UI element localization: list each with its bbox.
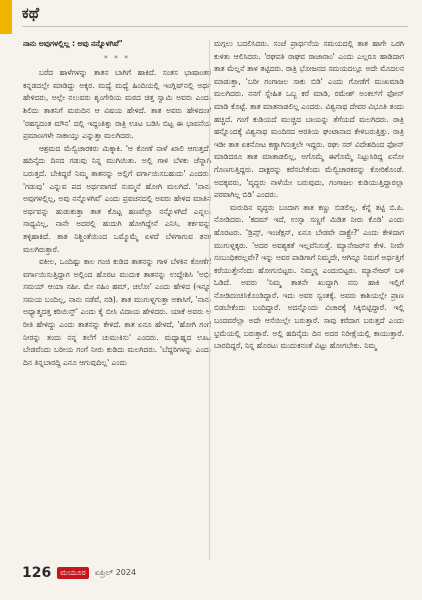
story-title-line: ನಾನು ಅವುಗಳಲ್ಲಿಲ್ಲ : ಅವು ನನ್ನೊಳಗಿವೆ": [23, 39, 123, 48]
page-header: [0, 0, 422, 34]
right-column: [214, 38, 404, 560]
left-column: [23, 38, 211, 560]
paragraph: ಬರೆದ ಹಾಳೆಗಳನ್ನು ತಾತನ ಬಾಗಿಗೆ ಹಾಕಿದೆ. ಸಂತಸ ಭಾಷಾಂತರ ಕನ್ನಡದಲ್ಲೇ ಮಾಡಿದ್ದು ಅಕ್ಕರ. ಮಧ್ಯೆ ಮಧ್ಯೆ ಹಿಂದಿಯಲ್ಲಿ ಇಂಗ್ಲಿಷ್‌ನಲ್ಲಿ ಅರ್ಥ ಹೇಳಿದರು, ಅಲ್ಲೇ ನಲುವರು ಶೃಂಗೇರಿಯ ಮಠದ ಚಿತ್ತ ಸ್ವಾಮಿ ಅವರು ಎಂದು ಶಿಲಿದು ತಾತನಿಗೆ ಮರುದಿನ ಆ ವಿಷಯ ಹೇಳಿದೆ. ತಾತ ಅವರು ಹೇಳಿದಂತೆ 'ರಹಸ್ಯದಂತ ಮೌನ' ದಲ್ಲಿ ಇದ್ದಂತಿತ್ತು ರಾತ್ರಿ ಊಟ ಬಡಿಸಿ ಬಿಟ್ಟ ಈ ಭಾವನೆಯ ಪ್ರಮಾಣಗಳೇ ಸಾಕಾಯ್ತು ಎನ್ನುತ್ತಾ ಮಲಗಿದರು.: [23, 68, 211, 141]
paragraph: ವಕೀಲ, ಒಂದಿಷ್ಟು ಕಾಲ ಗಂಜಿ ಕುಡಿದ ತಾತನನ್ನು ಗಾಳಿ ಬೆಳಕಿನ ಕೋಣೆಗೆ ವರ್ಗಾಯಿಸುತ್ತಿದ್ದಾಗ ಅಲ್ಲಿಂದ ಹೊರಟ ಮುದುಕ ತಾತನನ್ನು ಉದ್ದೇಶಿಸಿ 'ಅಭೀ ಸಮಯ್ ಆಯಾ ನಹೀ. ಮೇ ನಹಿಂ ಹಮ್, ಚಲೋ' ಎಂದು ಹೇಳಿದ (ಇನ್ನೂ ಸಮಯ ಬಂದಿಲ್ಲ, ನಾನು ನಡೆವೆ, ನಡಿ). ತಾತ ಮುಗುಳ್ನಗುತ್ತಾ ಅಕಾಸಿಗೆ, 'ನಾನು ಅಧ್ಯಾತ್ಮದತ್ತ ಕರಿಯಿಸ್ತ್' ಎಂದು ಕೈ ಬೀಸಿ ವಿದಾಯ ಹೇಳಿದರು. ಯಾಕೆ ಅವರು ಆ ರೀತಿ ಹೇಳಿದ್ದು ಎಂದು ತಾತನನ್ನು ಕೇಳಿದೆ. ತಾತ ಏನೂ ಹೇಳದೆ, 'ಹೋಗಿ ಗಂಗೆ ನೀರನ್ನು ತಂದು ನನ್ನ ತಲೆಗೆ ಚುಮುಕಿಸು' ಎಂದರು. ಮಧ್ಯಾಹ್ನದ ಊಟ ಬೇಡವೆಂದು ಬರೀಯ ಗಂಗೆ ನೀರು ಕುಡಿದು ಮಲಗಿದರು. 'ಬೆದ್ದರಿಗಳನ್ನು ಎಂದು ದಿನ ತಿನ್ನಬಾರದ್ದಿ ಎನೂ ಆಗುವುದಿಲ್ಲ' ಎಂದು: [23, 257, 211, 367]
paragraph: ಮಗ್ಗಲು ಬದಲಿಸಿದರು. ಸಂಜೆ ಪ್ರಾರ್ಥನೆಯ ಸಮಯದಲ್ಲಿ ತಾತ ಹಾಗೇ ಒರಗಿ ಕುಳಿತು ಆಲಿಸಿದರು. 'ರಘಪತಿ ರಾಘವ ರಾಜಾರಾಂ' ಎಂದು ಎಲ್ಲರೂ ಹಾಡಿದಾಗ ತಾತ ಮೆಲ್ಲನೆ ತಾಳ ತಟ್ಟಿದರು. ರಾತ್ರಿ ಭೋಜನದ ಸಮಯದಲ್ಲೂ ಅದೇ ಮೊದಲನ ಮಾಡುತ್ತಾ, 'ಬರೀ ಗಂಗಾಜಲ ಸಾಕು ಬಿಡಿ' ಎಂದು ಗೋಡೆಗೆ ಮುಖಮಾಡಿ ಮಲಗಿದರು. ನನಗೆ ಸ್ನೇಹಿತ ಒಬ್ಬ ಕರೆ ಮಾಡಿ, ರಮೇಶ್ ಅಂಕಲ್‌ಗೆ ಫೋನ್ ಮಾಡಿ ಕೊಟ್ಟೆ. ತಾತ ಮಾತನಾಡಲಿಲ್ಲ ಎಂದರು. ವಿಶ್ವನಾಥ ದೇವರ ವಿಭೂತಿ ತಂದು ಹಚ್ಚಿದೆ. ಗಂಗೆ ಕುಡಿಯದೆ ಮುಚ್ಚಿದ ಬಾಯನ್ನು ತೆಗೆಯದೆ ಮಲಗಿದರು. ರಾತ್ರಿ ಹನ್ನೊಂದಕ್ಕೆ ವಿಶ್ವನಾಥ ಮಂದಿರದ ಆರತಿಯ ಘಂಟಾನಾದ ಕೇಳಿಬರುತ್ತಿತ್ತು. ರಾತ್ರಿ ಇಡೀ ತಾತ ಏಕನೋಟ ಕಣ್ಣಾಗಿಸುತ್ತಲೇ ಇದ್ದರು. ರಘು ಸರ್ ವಿದೇಶದಿಂದ ಫೋನ್ ಮಾಡಿದರೂ ತಾತ ಮಾತಾಡಲಿಲ್ಲ, ಅಗೊಮ್ಮೆ ಈಗೊಮ್ಮೆ ನಿಟ್ಟುಸಿರಿದ್ದ ಏನೋ ಗೊಣಗುತ್ತಿದ್ದರು. ದಾಕ್ಟರನ್ನು ಕರೆಸಬೇಕೆಂದು ಮೆಲ್ವಿಚಾರಕರನ್ನು ಕೋರಿಕೊಂಡೆ. ಅದಕ್ಕವರು, 'ವೃದ್ಧರು ನಾಳೆಯೇ ಬರುವುದು, ಗಂಗಾಜಲ ಕುಡಿಯುತ್ತಿದ್ದಾರಲ್ಲಾ ಪರವಾಗಿಲ್ಲ ಬಿಡಿ' ಎಂದರು.: [214, 39, 404, 200]
page-footer: [22, 564, 382, 582]
paragraph: ಆಶ್ರಮದ ಮೆಲ್ವಿಚಾರಕರು ಮಿಕ್ಕಾಕಿ. 'ಆ ಕೋಣೆ ನಾಳೆ ಖಾಲಿ ಆಗುತ್ತದೆ. ಹದಿನೈದು ದಿನದ ಗಡುವು ನಿನ್ನ ಮುಗಿಯಿತು. ಅಲ್ಲಿ ಗಾಳಿ ಬೆಳಕು ಚೆನ್ನಾಗಿ ಬರುತ್ತದೆ. ಬೇಕಿದ್ದರೆ ನಿಮ್ಮ ತಾತನನ್ನು ಅಲ್ಲಿಗೆ ವರ್ಗಾಯಿಸಬಹುದು' ಎಂದರು. 'ಗಡುವು' ಎನ್ನುವ ಪದ ಅರ್ಥವಾಗದೆ ಸುಮ್ಮನೆ ಹೋಗಿ ಮಲಗಿದೆ. 'ನಾನು ಅವುಗಳಲ್ಲಿಲ್ಲ, ಅವು ನನ್ನೊಳಗಿವೆ' ಎಂದು ಪ್ರವಚನದಲ್ಲಿ ಅವರು ಹೇಳಿದ ಮಾತಿನ ಅರ್ಥವನ್ನು ಹುಡುಕುತ್ತಾ ತಾತ ಕೊಟ್ಟ ಹಣವೆಲ್ಲಾ ನನ್ನೊಳಗಿದೆ ಎನ್ನಲು ಸಾಧ್ಯವಿಲ್ಲ, ನಾನೇ ಅದರಲ್ಲಿ ಹುದುಗಿ ಹೋಗಿದ್ದೇನೆ ಎನಿಸಿ, ತರ್ಕವನ್ನು ತಳ್ಳಿಹಾಕಿದೆ. ತಾತ ನಿಶ್ಚಿಂತೆಯಿಂದ ಒಮ್ಮೊಮ್ಮೆ ಏಳದೆ ಬೆಳಗಾಗುವ ತನಕ ಮಲಗಿರುತ್ತಾರೆ.: [23, 143, 211, 254]
separator-stars: * * *: [103, 53, 131, 63]
magazine-logo: ಮಯೂರ: [57, 567, 89, 579]
page-number: 126: [22, 565, 52, 581]
column-divider: [209, 40, 210, 560]
section-label: ಕಥೆ: [22, 4, 40, 22]
section-accent-bar: [0, 0, 12, 34]
paragraph: ಮರುದಿನ ವೃದ್ಧರು ಬಂದಾಗ ತಾತ ಕಣ್ಣು ಬಿಡಲಿಲ್ಲ. ಕೆನ್ನೆ ತಟ್ಟಿ ಬಿ.ಪಿ. ನೋಡಿದರು. 'ಕದಮ್ ಇದೆ, ಉಸ್ಸಾ ಸಣ್ಣಗೆ ಮಿಡಿತ ನೀರು ಕೊಡಿ' ಎಂದು ಹೊರಟರು. 'ಡ್ರಿಪ್ಸ್, ಇಂಜೆಕ್ಷನ್, ಏನೂ ಬೇಡವೇ ದಾಕ್ಟ್ರೇ?' ಎಂದು ಕೇಳಿದಾಗ ಮುಗುಳ್ನಕ್ಕರು. 'ಅದರ ಅವಶ್ಯಕತೆ ಇಲ್ಲವೆನಿಸುತ್ತೆ. ಮ್ಯಾನೇಜರ್‌ನ ಕೇಳಿ. ನೀವೇ ಸಂಬಂಧಿಕರಲ್ಲವೇ? ಇನ್ನು ಅವರ ಪಾಡಿಗಾಗೆ ನಿಮ್ಮದೇ, ಆಗಿನ್ನೂ ನಿಮಗೆ ಅರ್ಥತ್ತಿಗೆ ಕರೆಯುತ್ತೇನೆಂದು ಹೋಗುಬಿಟ್ಟರು. ನಿಮ್ಮನ್ನ ಎಂದುಬಿಟ್ಟರು. ಮ್ಯಾನೇಜರ್ ಬಳಿ ಓಡಿದೆ. ಅವರು 'ನಿಮ್ಮ ತಾತನೇ ಖುದ್ದಾಗಿ ನಸು ಹಾಕಿ ಇಲ್ಲಿಗೆ ನೋಡಿದಂಚಿಸಿಕೊಂಡಿದ್ದಾರೆ. ಇದು ಅವರ ಸ್ವಂತಕ್ಕೆ. ಅವರು ಕಾಶಿಯಲ್ಲೇ ಪ್ರಾಣ ಬಿಡಬೇಕೆಂದು ಬಂದಿದ್ದಾರೆ. ಅದನ್ನೊಂದು ವಿಚಾರಕ್ಕೆ ಸಿಕ್ಕಿಬಿಟ್ಟಿದ್ದಾರೆ. ಇಲ್ಲಿ ಬಂದವರೆಲ್ಲಾ ಅದೇ ಆಸೆಯಿಲ್ಲೇ ಬರುತ್ತಾರೆ. ಸಾವು ಕರೆದಾಗ ಬರುತ್ತದೆ ಎಂದು ಭ್ರಮೆಯಲ್ಲಿ ಬರುತ್ತಾರೆ. ಅಲ್ಲಿ ಹದಿನೈದು ದಿನ ಅದರ ನಿರೀಕ್ಷೆಯಲ್ಲಿ ಕಾಯುತ್ತಾರೆ. ಬಾರದಿದ್ದರೆ, ನಿನ್ನ ಹೊರಟು ಮುದುಕನಂತೆ ವಿಟ್ಟು ಹೋಗಬೇಕು. ನಿಮ್ಮ: [214, 202, 404, 351]
header-rule: [22, 26, 408, 27]
issue-date: ಏಪ್ರಿಲ್ 2024: [94, 568, 137, 577]
